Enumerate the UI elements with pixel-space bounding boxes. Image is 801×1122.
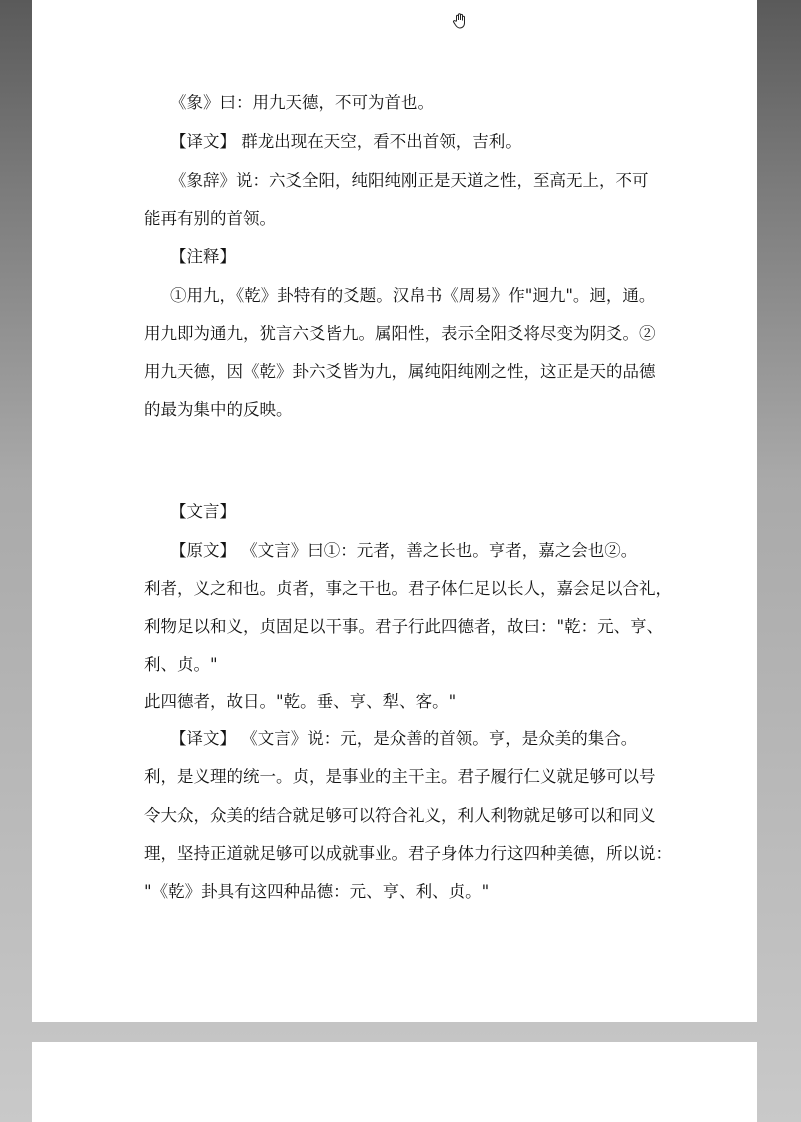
text-line: 【原文】 《文言》曰①：元者，善之长也。亨者，嘉之会也②。 <box>170 541 638 560</box>
hand-cursor-icon <box>451 12 469 30</box>
section-heading: 【注释】 <box>170 247 236 266</box>
text-line: 用九天德，因《乾》卦六爻皆为九，属纯阳纯刚之性，这正是天的品德 <box>144 362 656 381</box>
section-heading: 【文言】 <box>170 502 236 521</box>
text-line: 【译文】 群龙出现在天空，看不出首领，吉利。 <box>170 132 522 151</box>
text-line: 的最为集中的反映。 <box>144 400 293 419</box>
text-line: 利，是义理的统一。贞，是事业的主干主。君子履行仁义就足够可以号 <box>144 767 656 786</box>
text-line: 用九即为通九，犹言六爻皆九。属阳性，表示全阳爻将尽变为阴爻。② <box>144 324 656 343</box>
text-line: "《乾》卦具有这四种品德：元、亨、利、贞。" <box>144 882 490 901</box>
text-line: 能再有别的首领。 <box>144 209 276 228</box>
text-line: ①用九，《乾》卦特有的爻题。汉帛书《周易》作"迥九"。迥，通。 <box>170 286 656 305</box>
text-line: 利者，义之和也。贞者，事之干也。君子体仁足以长人，嘉会足以合礼， <box>144 579 672 598</box>
document-page <box>32 0 757 1022</box>
text-line: 【译文】 《文言》说：元，是众善的首领。亨，是众美的集合。 <box>170 729 638 748</box>
text-line: 利物足以和义，贞固足以干事。君子行此四德者，故曰："乾：元、亨、 <box>144 617 664 636</box>
text-line: 《象》曰：用九天德，不可为首也。 <box>170 93 434 112</box>
text-line: 利、贞。" <box>144 655 218 674</box>
text-line: 此四德者，故日。"乾。垂、亨、犁、客。" <box>144 692 457 711</box>
next-document-page <box>32 1042 757 1122</box>
text-line: 理，坚持正道就足够可以成就事业。君子身体力行这四种美德，所以说： <box>144 844 672 863</box>
text-line: 《象辞》说：六爻全阳，纯阳纯刚正是天道之性，至高无上，不可 <box>170 171 649 190</box>
text-line: 令大众，众美的结合就足够可以符合礼义，利人利物就足够可以和同义 <box>144 806 656 825</box>
